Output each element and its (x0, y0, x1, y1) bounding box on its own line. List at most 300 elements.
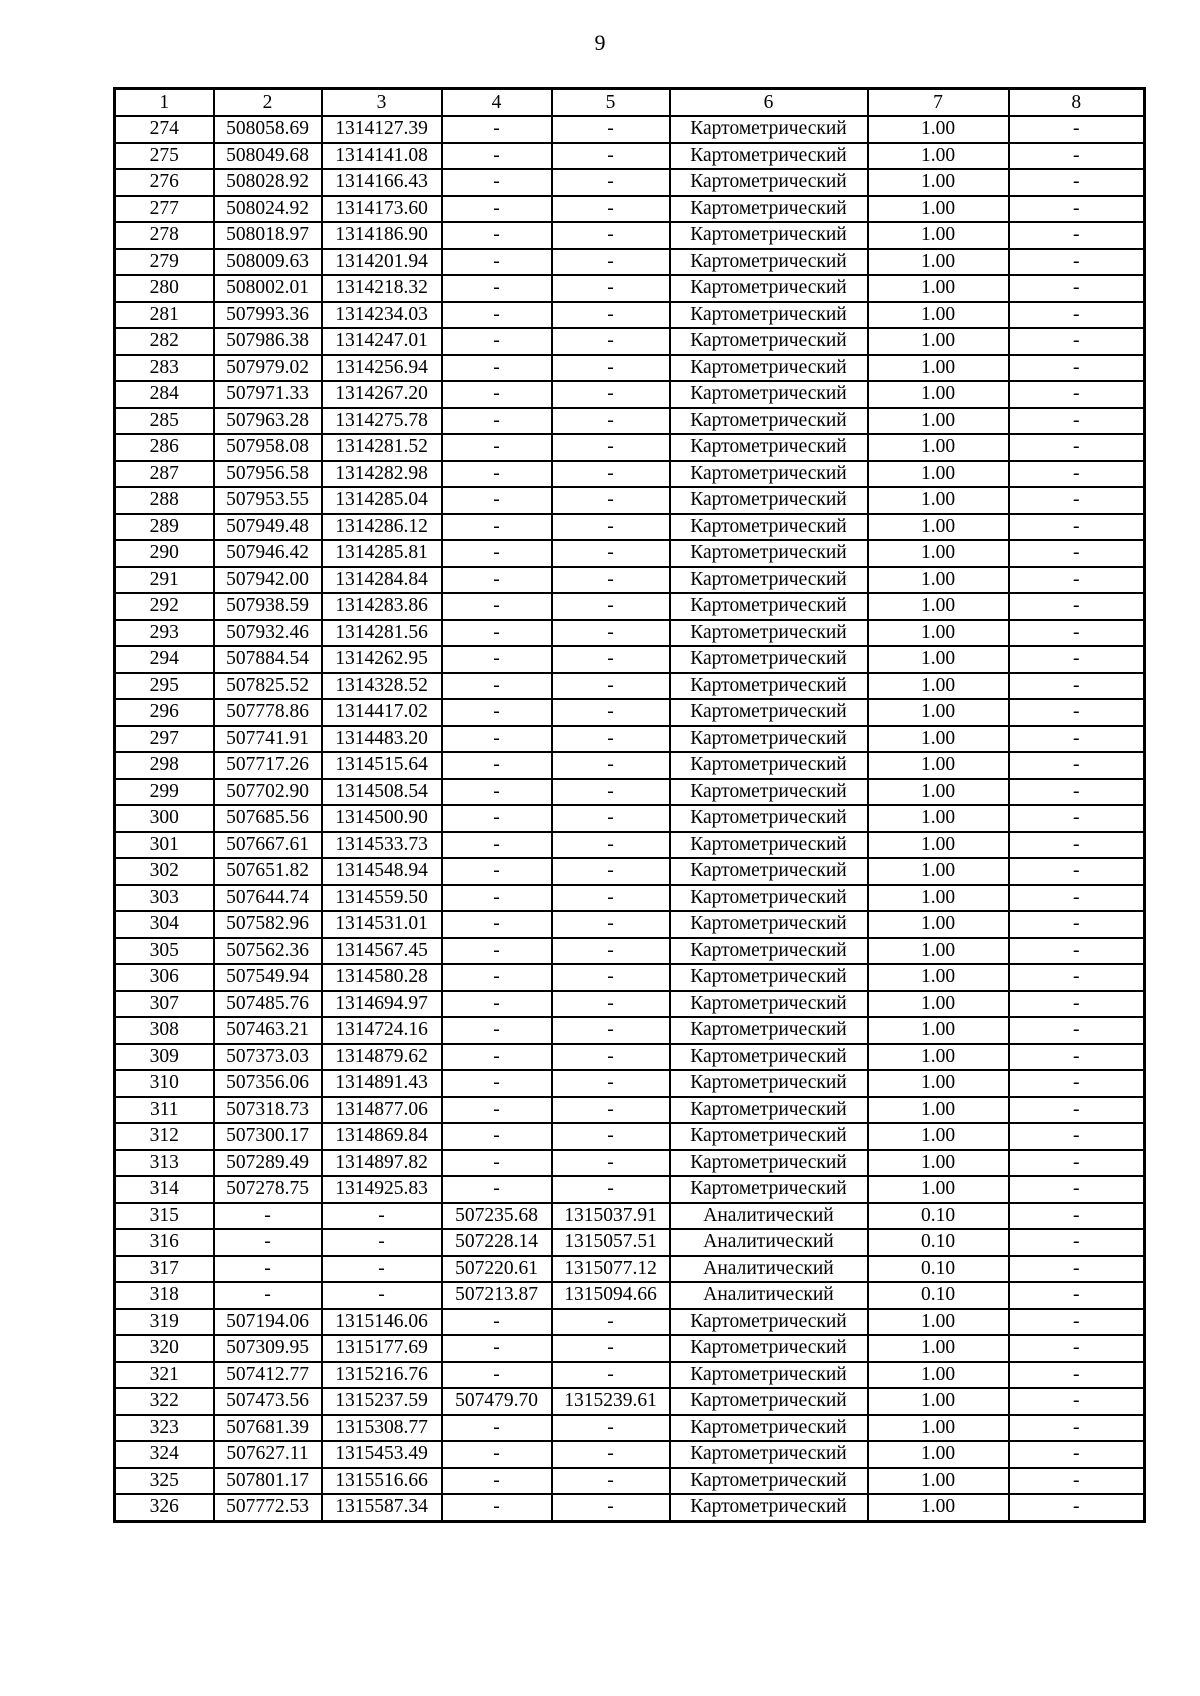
table-cell: 507942.00 (214, 567, 322, 594)
table-cell: - (552, 1441, 670, 1468)
table-cell: 309 (115, 1044, 214, 1071)
table-cell: 1314281.52 (322, 434, 442, 461)
table-row (115, 832, 1145, 859)
table-cell: - (552, 1123, 670, 1150)
table-cell: 304 (115, 911, 214, 938)
table-cell: - (1009, 116, 1145, 143)
table-cell: 278 (115, 222, 214, 249)
table-cell: 1314218.32 (322, 275, 442, 302)
table-cell: 507993.36 (214, 302, 322, 329)
table-cell: 274 (115, 116, 214, 143)
table-cell: - (442, 1176, 552, 1203)
table-row (115, 779, 1145, 806)
table-cell: - (442, 858, 552, 885)
table-cell: 1.00 (868, 408, 1009, 435)
table-cell: 314 (115, 1176, 214, 1203)
table-cell: - (442, 805, 552, 832)
table-cell: - (322, 1229, 442, 1256)
table-cell: 282 (115, 328, 214, 355)
table-cell: 297 (115, 726, 214, 753)
table-row (115, 540, 1145, 567)
table-cell: 306 (115, 964, 214, 991)
table-cell: Картометрический (670, 1070, 868, 1097)
table-cell: Картометрический (670, 1468, 868, 1495)
table-row (115, 487, 1145, 514)
table-cell: 507963.28 (214, 408, 322, 435)
table-cell: - (1009, 620, 1145, 647)
table-cell: 508028.92 (214, 169, 322, 196)
table-cell: - (552, 673, 670, 700)
table-cell: 1.00 (868, 302, 1009, 329)
table-cell: 1.00 (868, 143, 1009, 170)
table-cell: 1314234.03 (322, 302, 442, 329)
table-cell: 507309.95 (214, 1335, 322, 1362)
table-cell: - (1009, 646, 1145, 673)
table-cell: Картометрический (670, 964, 868, 991)
table-cell: - (552, 461, 670, 488)
table-cell: 1314141.08 (322, 143, 442, 170)
table-cell: - (552, 487, 670, 514)
table-cell: - (1009, 1044, 1145, 1071)
table-cell: - (552, 885, 670, 912)
table-cell: 1314282.98 (322, 461, 442, 488)
table-cell: - (552, 646, 670, 673)
table-cell: 1314694.97 (322, 991, 442, 1018)
table-cell: 1.00 (868, 1017, 1009, 1044)
table-cell: 1.00 (868, 1044, 1009, 1071)
table-cell: - (442, 938, 552, 965)
table-cell: - (1009, 143, 1145, 170)
table-cell: Картометрический (670, 805, 868, 832)
table-cell: - (442, 1415, 552, 1442)
table-cell: - (442, 567, 552, 594)
table-cell: 1.00 (868, 673, 1009, 700)
table-cell: - (1009, 487, 1145, 514)
table-cell: - (442, 408, 552, 435)
table-row (115, 752, 1145, 779)
table-cell: 1315077.12 (552, 1256, 670, 1283)
table-cell: 507373.03 (214, 1044, 322, 1071)
table-cell: - (442, 964, 552, 991)
table-cell: 1314531.01 (322, 911, 442, 938)
table-row (115, 805, 1145, 832)
table-cell: 507772.53 (214, 1494, 322, 1521)
table-cell: 507717.26 (214, 752, 322, 779)
table-cell: - (552, 858, 670, 885)
table-cell: - (442, 726, 552, 753)
table-cell: Аналитический (670, 1256, 868, 1283)
table-cell: - (1009, 461, 1145, 488)
table-cell: - (1009, 1335, 1145, 1362)
table-cell: - (552, 540, 670, 567)
table-cell: - (552, 699, 670, 726)
table-cell: 311 (115, 1097, 214, 1124)
table-cell: 1314897.82 (322, 1150, 442, 1177)
column-header: 6 (670, 89, 868, 117)
table-row (115, 381, 1145, 408)
table-cell: 507949.48 (214, 514, 322, 541)
table-cell: 507932.46 (214, 620, 322, 647)
table-cell: 291 (115, 567, 214, 594)
table-cell: 0.10 (868, 1256, 1009, 1283)
table-row (115, 673, 1145, 700)
table-cell: 294 (115, 646, 214, 673)
table-cell: Картометрический (670, 991, 868, 1018)
table-cell: Картометрический (670, 938, 868, 965)
table-cell: - (442, 1044, 552, 1071)
table-row (115, 1388, 1145, 1415)
table-cell: 1.00 (868, 938, 1009, 965)
table-cell: 1.00 (868, 1150, 1009, 1177)
table-cell: - (552, 911, 670, 938)
table-cell: - (442, 461, 552, 488)
table-cell: 507412.77 (214, 1362, 322, 1389)
table-cell: 1.00 (868, 964, 1009, 991)
table-row (115, 1070, 1145, 1097)
table-cell: - (1009, 1070, 1145, 1097)
table-cell: Картометрический (670, 779, 868, 806)
table-cell: 507938.59 (214, 593, 322, 620)
table-cell: 508009.63 (214, 249, 322, 276)
table-cell: - (1009, 381, 1145, 408)
table-cell: 507356.06 (214, 1070, 322, 1097)
table-row (115, 196, 1145, 223)
table-row (115, 1229, 1145, 1256)
table-cell: 507884.54 (214, 646, 322, 673)
table-row (115, 885, 1145, 912)
table-cell: Картометрический (670, 1097, 868, 1124)
table-cell: - (1009, 938, 1145, 965)
table-cell: Картометрический (670, 1044, 868, 1071)
table-cell: 1315216.76 (322, 1362, 442, 1389)
table-row (115, 169, 1145, 196)
table-cell: 288 (115, 487, 214, 514)
table-cell: 507953.55 (214, 487, 322, 514)
table-cell: 1314879.62 (322, 1044, 442, 1071)
table-row (115, 355, 1145, 382)
table-cell: Картометрический (670, 249, 868, 276)
table-cell: 1315037.91 (552, 1203, 670, 1230)
table-cell: - (442, 1362, 552, 1389)
table-cell: 325 (115, 1468, 214, 1495)
table-cell: 1314417.02 (322, 699, 442, 726)
table-cell: - (1009, 1309, 1145, 1336)
table-row (115, 1097, 1145, 1124)
table-cell: 1314724.16 (322, 1017, 442, 1044)
table-cell: 1314891.43 (322, 1070, 442, 1097)
table-row (115, 1468, 1145, 1495)
table-cell: - (552, 143, 670, 170)
table-cell: 1315177.69 (322, 1335, 442, 1362)
table-cell: - (442, 487, 552, 514)
table-cell: 296 (115, 699, 214, 726)
table-cell: - (1009, 1415, 1145, 1442)
table-cell: 310 (115, 1070, 214, 1097)
table-cell: 1.00 (868, 1388, 1009, 1415)
table-cell: - (1009, 726, 1145, 753)
table-cell: 507801.17 (214, 1468, 322, 1495)
table-cell: 1.00 (868, 355, 1009, 382)
table-cell: 1314286.12 (322, 514, 442, 541)
table-cell: - (442, 1309, 552, 1336)
table-cell: 322 (115, 1388, 214, 1415)
table-cell: 1.00 (868, 1415, 1009, 1442)
table-row (115, 1123, 1145, 1150)
table-cell: Картометрический (670, 222, 868, 249)
table-cell: - (1009, 832, 1145, 859)
table-cell: - (1009, 249, 1145, 276)
table-cell: - (552, 752, 670, 779)
table-cell: - (442, 620, 552, 647)
table-cell: 0.10 (868, 1203, 1009, 1230)
table-cell: Аналитический (670, 1282, 868, 1309)
table-cell: Картометрический (670, 1388, 868, 1415)
table-row (115, 328, 1145, 355)
table-cell: 1.00 (868, 1176, 1009, 1203)
table-cell: 507651.82 (214, 858, 322, 885)
column-header: 7 (868, 89, 1009, 117)
table-cell: - (552, 1468, 670, 1495)
table-cell: 1314173.60 (322, 196, 442, 223)
table-row (115, 408, 1145, 435)
table-cell: 284 (115, 381, 214, 408)
table-cell: 507825.52 (214, 673, 322, 700)
table-cell: - (552, 1362, 670, 1389)
table-row (115, 1309, 1145, 1336)
column-header: 8 (1009, 89, 1145, 117)
table-row (115, 1044, 1145, 1071)
table-cell: - (442, 699, 552, 726)
table-cell: 507627.11 (214, 1441, 322, 1468)
table-cell: - (442, 1070, 552, 1097)
table-cell: - (442, 752, 552, 779)
table-cell: - (1009, 1229, 1145, 1256)
table-row (115, 514, 1145, 541)
table-cell: 307 (115, 991, 214, 1018)
table-cell: - (552, 196, 670, 223)
table-cell: Картометрический (670, 858, 868, 885)
table-cell: 1314201.94 (322, 249, 442, 276)
table-cell: - (552, 832, 670, 859)
table-row (115, 911, 1145, 938)
table-cell: 507213.87 (442, 1282, 552, 1309)
table-row (115, 1494, 1145, 1521)
table-cell: - (552, 381, 670, 408)
table-cell: - (1009, 1150, 1145, 1177)
table-cell: - (1009, 805, 1145, 832)
coordinates-table (113, 87, 1146, 1523)
table-cell: 289 (115, 514, 214, 541)
table-cell: - (552, 514, 670, 541)
table-cell: Картометрический (670, 673, 868, 700)
table-cell: - (442, 593, 552, 620)
table-cell: Картометрический (670, 1415, 868, 1442)
table-cell: Картометрический (670, 1017, 868, 1044)
table-cell: 1314281.56 (322, 620, 442, 647)
table-cell: - (1009, 540, 1145, 567)
table-cell: 1.00 (868, 328, 1009, 355)
table-row (115, 222, 1145, 249)
table-cell: - (442, 1097, 552, 1124)
table-cell: - (442, 328, 552, 355)
table-row (115, 1176, 1145, 1203)
table-cell: Картометрический (670, 1335, 868, 1362)
table-cell: 1.00 (868, 1123, 1009, 1150)
table-cell: 279 (115, 249, 214, 276)
table-row (115, 1017, 1145, 1044)
table-cell: 507562.36 (214, 938, 322, 965)
table-row (115, 1256, 1145, 1283)
table-cell: 1315057.51 (552, 1229, 670, 1256)
table-cell: 1.00 (868, 487, 1009, 514)
table-cell: - (552, 408, 670, 435)
table-cell: - (552, 805, 670, 832)
table-cell: 305 (115, 938, 214, 965)
table-cell: - (552, 434, 670, 461)
table-cell: - (442, 434, 552, 461)
table-cell: 1315239.61 (552, 1388, 670, 1415)
table-cell: 1314166.43 (322, 169, 442, 196)
column-header: 1 (115, 89, 214, 117)
table-cell: - (442, 1494, 552, 1521)
table-cell: - (552, 620, 670, 647)
table-cell: 507979.02 (214, 355, 322, 382)
table-cell: - (1009, 302, 1145, 329)
table-cell: 507463.21 (214, 1017, 322, 1044)
table-row (115, 938, 1145, 965)
table-cell: - (552, 1070, 670, 1097)
table-cell: - (442, 1017, 552, 1044)
table-cell: - (552, 991, 670, 1018)
table-row (115, 434, 1145, 461)
table-cell: - (1009, 408, 1145, 435)
table-cell: 320 (115, 1335, 214, 1362)
table-cell: - (552, 1097, 670, 1124)
table-cell: Картометрический (670, 620, 868, 647)
table-cell: - (1009, 752, 1145, 779)
table-row (115, 1441, 1145, 1468)
table-cell: 507644.74 (214, 885, 322, 912)
table-cell: 507220.61 (442, 1256, 552, 1283)
table-cell: 507778.86 (214, 699, 322, 726)
table-cell: 302 (115, 858, 214, 885)
table-cell: - (552, 275, 670, 302)
table-cell: Картометрический (670, 752, 868, 779)
table-cell: 292 (115, 593, 214, 620)
table-cell: 507971.33 (214, 381, 322, 408)
table-cell: 275 (115, 143, 214, 170)
table-cell: Картометрический (670, 487, 868, 514)
table-cell: Картометрический (670, 911, 868, 938)
table-cell: Картометрический (670, 116, 868, 143)
table-cell: 277 (115, 196, 214, 223)
table-cell: Картометрический (670, 275, 868, 302)
table-cell: - (552, 328, 670, 355)
table-cell: 317 (115, 1256, 214, 1283)
table-cell: Картометрический (670, 461, 868, 488)
column-header: 3 (322, 89, 442, 117)
table-cell: Картометрический (670, 355, 868, 382)
table-cell: - (442, 991, 552, 1018)
table-cell: 508058.69 (214, 116, 322, 143)
table-cell: Картометрический (670, 514, 868, 541)
table-cell: 507685.56 (214, 805, 322, 832)
table-cell: 287 (115, 461, 214, 488)
table-cell: 293 (115, 620, 214, 647)
table-cell: - (322, 1282, 442, 1309)
table-cell: - (1009, 1388, 1145, 1415)
table-cell: 507194.06 (214, 1309, 322, 1336)
table-cell: - (552, 1044, 670, 1071)
table-cell: 300 (115, 805, 214, 832)
table-cell: Картометрический (670, 381, 868, 408)
table-cell: - (1009, 1441, 1145, 1468)
column-header: 4 (442, 89, 552, 117)
table-cell: 1.00 (868, 885, 1009, 912)
table-cell: 1314515.64 (322, 752, 442, 779)
table-cell: 1314500.90 (322, 805, 442, 832)
table-row (115, 646, 1145, 673)
table-cell: - (552, 116, 670, 143)
table-cell: 507667.61 (214, 832, 322, 859)
table-cell: - (552, 222, 670, 249)
table-row (115, 302, 1145, 329)
table-cell: - (1009, 328, 1145, 355)
table-cell: 1314247.01 (322, 328, 442, 355)
table-cell: 507300.17 (214, 1123, 322, 1150)
table-cell: Картометрический (670, 408, 868, 435)
table-cell: 298 (115, 752, 214, 779)
table-cell: Картометрический (670, 1309, 868, 1336)
table-cell: 507228.14 (442, 1229, 552, 1256)
table-cell: 1.00 (868, 434, 1009, 461)
table-cell: 507741.91 (214, 726, 322, 753)
table-cell: Картометрический (670, 1441, 868, 1468)
table-cell: 1.00 (868, 911, 1009, 938)
table-cell: - (1009, 593, 1145, 620)
table-cell: 507473.56 (214, 1388, 322, 1415)
table-cell: 1.00 (868, 1494, 1009, 1521)
table-cell: - (442, 514, 552, 541)
table-cell: - (442, 355, 552, 382)
table-cell: - (552, 1150, 670, 1177)
table-cell: 1314284.84 (322, 567, 442, 594)
table-cell: - (552, 964, 670, 991)
table-cell: - (1009, 779, 1145, 806)
table-cell: - (214, 1203, 322, 1230)
table-cell: - (1009, 1256, 1145, 1283)
table-cell: 1.00 (868, 779, 1009, 806)
table-cell: - (552, 593, 670, 620)
table-cell: - (552, 1017, 670, 1044)
table-cell: - (1009, 355, 1145, 382)
table-cell: - (552, 779, 670, 806)
table-cell: 1314186.90 (322, 222, 442, 249)
table-cell: - (552, 249, 670, 276)
table-cell: 508049.68 (214, 143, 322, 170)
table-cell: 507549.94 (214, 964, 322, 991)
table-cell: 1.00 (868, 567, 1009, 594)
table-cell: Картометрический (670, 1150, 868, 1177)
table-cell: 1.00 (868, 381, 1009, 408)
table-cell: 1.00 (868, 275, 1009, 302)
table-cell: 1.00 (868, 699, 1009, 726)
table-cell: - (1009, 964, 1145, 991)
table-cell: Картометрический (670, 885, 868, 912)
table-cell: 507958.08 (214, 434, 322, 461)
table-cell: 1314127.39 (322, 116, 442, 143)
table-cell: - (1009, 911, 1145, 938)
